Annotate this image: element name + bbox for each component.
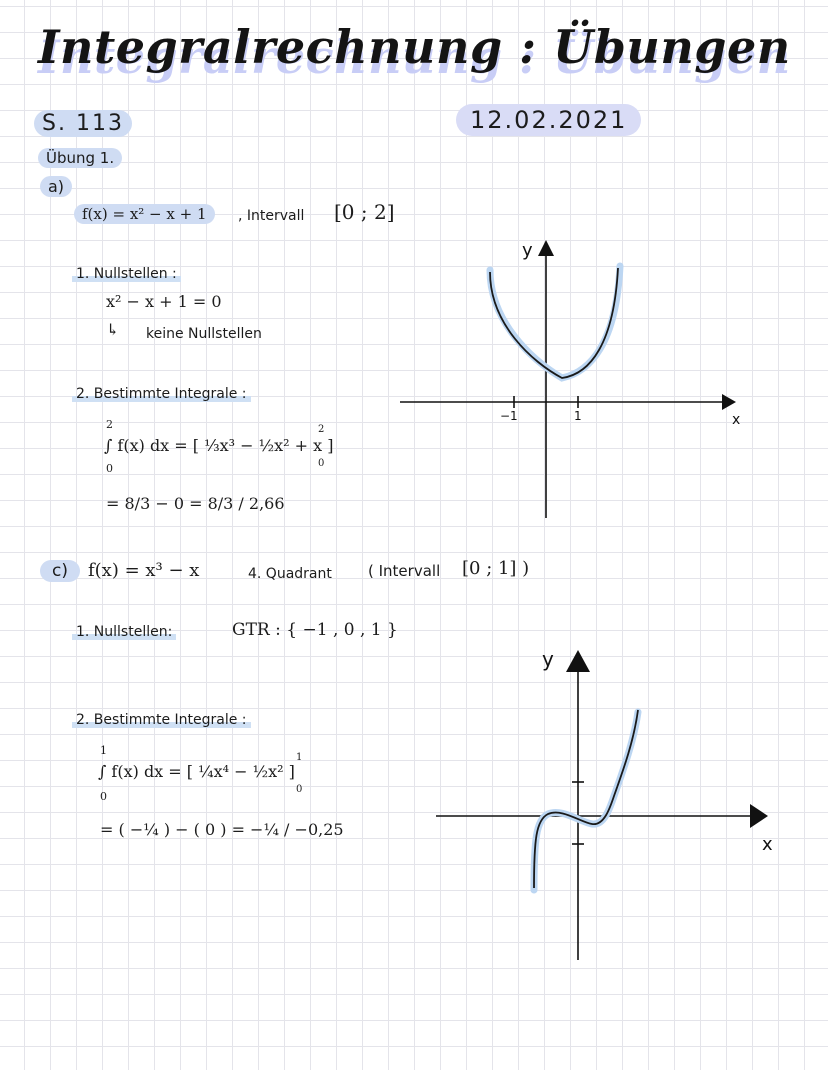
part-c-interval-label: ( Intervall — [368, 562, 441, 580]
part-a-result: = 8/3 − 0 = 8/3 / 2,66 — [106, 494, 285, 513]
part-a-integral-upper: 2 — [106, 418, 113, 431]
part-a-step1-heading: 1. Nullstellen : — [72, 266, 181, 282]
part-a-function: f(x) = x² − x + 1 — [74, 204, 215, 224]
part-a-x-label: x — [732, 412, 741, 428]
date: 12.02.2021 — [456, 104, 641, 136]
part-a-interval: [0 ; 2] — [334, 200, 395, 224]
part-a-interval-label: , Intervall — [238, 208, 305, 224]
part-c-y-label: y — [542, 647, 554, 671]
part-c-x-label: x — [762, 834, 773, 855]
part-a-tick-pos-label: 1 — [574, 409, 582, 423]
part-a-bracket-upper: 2 — [318, 424, 325, 435]
part-c-y-arrow-icon — [566, 650, 590, 672]
part-c-integral-upper: 1 — [100, 744, 107, 757]
part-c-curve-highlight — [534, 712, 638, 890]
part-c-function: f(x) = x³ − x — [88, 560, 200, 581]
part-a-label: a) — [40, 176, 72, 197]
part-c-integral-lower: 0 — [100, 790, 107, 803]
exercise-heading: Übung 1. — [38, 148, 122, 168]
part-a-step1-equation: x² − x + 1 = 0 — [106, 292, 222, 311]
part-c-quadrant: 4. Quadrant — [248, 566, 332, 582]
part-c-step2-heading: 2. Bestimmte Integrale : — [72, 712, 251, 728]
part-a-step1-result: keine Nullstellen — [146, 326, 262, 342]
part-c-step1-result: GTR : { −1 , 0 , 1 } — [232, 620, 398, 640]
part-a-curve-highlight — [490, 266, 620, 378]
part-c-cubic — [534, 710, 638, 888]
part-c-graph — [430, 640, 810, 970]
page-title: Integralrechnung : Übungen — [38, 20, 791, 74]
part-c-label: c) — [40, 560, 80, 582]
part-a-y-arrow-icon — [538, 240, 554, 256]
part-c-step1-heading: 1. Nullstellen: — [72, 624, 176, 640]
part-c-x-arrow-icon — [750, 804, 768, 828]
part-c-interval: [0 ; 1] ) — [462, 558, 530, 579]
part-c-integral: ∫ f(x) dx = [ ¼x⁴ − ½x² ] — [98, 762, 295, 781]
part-a-integral-lower: 0 — [106, 462, 113, 475]
part-a-y-label: y — [522, 240, 533, 261]
part-c-result: = ( −¼ ) − ( 0 ) = −¼ / −0,25 — [100, 820, 344, 839]
part-a-x-arrow-icon — [722, 394, 736, 410]
part-a-tick-neg-label: −1 — [500, 409, 518, 423]
part-a-integral: ∫ f(x) dx = [ ⅓x³ − ½x² + x ] — [104, 436, 334, 455]
page-reference: S. 113 — [34, 110, 132, 137]
part-c-bracket-upper: 1 — [296, 752, 303, 763]
part-a-step2-heading: 2. Bestimmte Integrale : — [72, 386, 251, 402]
part-a-graph — [392, 232, 772, 532]
part-a-bracket-lower: 0 — [318, 458, 325, 469]
part-a-arrow-icon: ↳ — [106, 320, 120, 339]
part-c-bracket-lower: 0 — [296, 784, 303, 795]
